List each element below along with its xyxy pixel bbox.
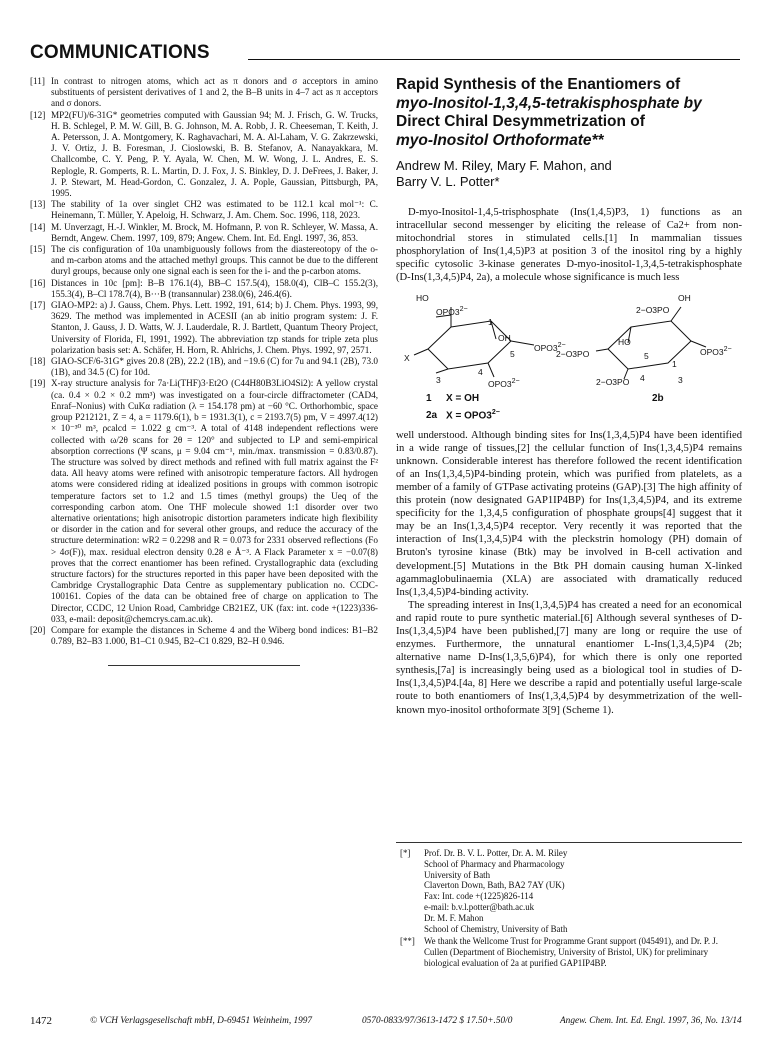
reference-number: [18] (30, 356, 46, 367)
phosphate-label: 2−O3PO (556, 348, 590, 359)
phosphate-label: $OPO3^{2-}$ (534, 340, 566, 353)
reference-text: MP2(FU)/6-31G* geometries computed with Gaussian 94; M. J. Frisch, G. W. Trucks, H. B. Schlegel, P. M. W. Gill, B. G. Johnson, M. A. Robb, J. R. Cheeseman, T. Keith, J. A. Petersson, J. A. Montgomery, K. Raghavachari, M. A. Al-Laham, V. G. Zakrzewski, J. V. Ortiz, J. B. Foresman, J. Cioslowski, B. B. Stefanov, A. Nanayakkara, M. Challcombe, C. Y. Peng, P. Y. Ayala, W. Chen, M. W. Wong, J. L. Andres, E. S. Replogle, R. Gomperts, R. L. Martin, D. J. Fox, J. S. Binkley, D. J. DeFrees, J. Baker, J. J. P. Stewart, M. Head-Gordon, C. Gonzalez, J. A. Pople, Gaussian, Pittsburgh, PA, 1995. (51, 109, 378, 199)
reference-text: GIAO-SCF/6-31G* gives 20.8 (2B), 22.2 (1B), and −19.6 (C) for 7u and 94.1 (2B), 73.0 (1B), and 34.5 (C) for 10d. (51, 356, 378, 378)
reference-number: [11] (30, 76, 45, 86)
reference-item (30, 244, 378, 278)
phosphate-label: 2−O3PO (636, 304, 670, 315)
issn-price-code: 0570-0833/97/3613-1472 $ 17.50+.50/0 (362, 1016, 513, 1026)
affiliation-line: Fax: Int. code +(1225)826-114 (424, 891, 534, 902)
publisher-line: © VCH Verlagsgesellschaft mbH, D-69451 Weinheim, 1997 (90, 1016, 313, 1026)
phosphate-label: $OPO3^{2-}$ (488, 376, 520, 389)
reference-item (30, 199, 378, 221)
hydroxyl-label: OH (498, 332, 511, 343)
affiliation-marker: [*] (400, 848, 411, 858)
affiliation-line: e-mail: b.v.l.potter@bath.ac.uk (424, 901, 535, 912)
reference-text: Distances in 10c [pm]: B–B 176.1(4), BB–C 157.5(4), 158.0(4), ClB–C 155.2(3), 155.3(4), B–Cl 178.7(4), B···B (transannular) 238.0(6), 246.4(6). (51, 277, 378, 299)
affiliation-line: University of Bath (424, 869, 491, 880)
paragraph-binding: well understood. Although binding sites for Ins(1,3,4,5)P4 have been identified in a wide range of tissues,[2] the cellular function of Ins(1,3,4,5)P4 remains unknown. Considerable interest has therefore followed the recent identification of an Ins(1,3,4,5)P4-binding protein, which was purified from platelets, as a member of a family of GTPase activating proteins (GAP).[3] The high affinity of this protein (now designated GAP1IP4BP) for Ins(1,3,4,5)P4, and its extreme specificity for the 1,3,4,5 configuration of phosphate groups[4] suggest that it may be an Ins(1,3,4,5)P4 receptor. Very recently it was reported that the interaction of Ins(1,3,4,5)P4 with the pleckstrin homology (PH) domain of Bruton's tyrosine kinase (Btk) may be involved in B-cell activation and development.[5] Mutations in the Btk PH domain causing human X-linked agammaglobulinaemia (XLA) are associated with dramatically reduced Ins(1,3,4,5)P4-binding activity. (396, 429, 742, 598)
position-number: 3 (678, 374, 683, 385)
reference-number: [20] (30, 624, 46, 635)
references-list (30, 76, 378, 647)
title-line: Direct Chiral Desymmetrization of (396, 113, 645, 130)
position-number: 4 (478, 366, 483, 377)
phosphate-label: $OPO3^{2-}$ (436, 304, 468, 317)
reference-number: [17] (30, 300, 46, 311)
position-number: 1 (672, 358, 677, 369)
reference-text: X-ray structure analysis for 7a·Li(THF)3·Et2O (C44H80B3LiO4Si2): A yellow crystal (ca. 0.4 × 0.2 × 0.2 mm³) was investigated on a four-circle diffractometer (CAD4, Enraf–Nonius) with CuKα radiation (λ = 154.178 pm) at −60 °C. Orthorhombic, space group P212121, Z = 4, a = 1179.6(1), b = 1931.3(1), c = 2193.7(5) pm, V = 4997.4(12) × 10⁻³⁰ m³, ρcalcd = 1.022 g cm⁻³. A total of 4148 independent reflections were collected with ω/2θ scans for 2θ = 120° and subjected to LP and semi-empirical absorption corrections (Ψ scans, μ = 9.04 cm⁻¹, min./max. transmission = 0.83/0.87). The structure was solved by direct methods and refined with full matrix against the F² data. All heavy atoms were refined with anisotropic temperature factors. All hydrogen atoms were considered riding at idealized positions in groups with common isotropic temperature factors set to 1.2 and 1.5 times (methyl groups) the Ueq of the corresponding carbon atom. One THF molecule showed 1:1 disorder over two alternative orientations; high anisotropic distortion parameters indicate high flexibility or disorder in the cation and for several other groups, and reduce the accuracy of the structure determination: wR2 = 0.2298 and R = 0.073 for 2331 observed reflections (Fo > 4σ(F)), max. residual electron density 0.28 e Å⁻³. A Flack Parameter x = −0.07(8) proves that the correct enantiomer has been refined. Crystallographic data (excluding structure factors) for the structures reported in this paper have been deposited with the Cambridge Crystallographic Data Centre as supplementary publication no. CCDC-100161. Copies of the data can be obtained free of charge on application to The Director, CCDC, 12 Union Road, Cambridge CB21EZ, UK (fax: int. code +(1223)336-033, e-mail: deposit@chemcrys.cam.ac.uk). (51, 378, 378, 624)
reference-item (30, 76, 378, 110)
journal-citation: Angew. Chem. Int. Ed. Engl. 1997, 36, No. 13/14 (560, 1016, 742, 1026)
reference-item (30, 625, 378, 647)
affiliation-authors (396, 848, 742, 934)
substituent-x-label: X (404, 352, 410, 363)
title-line: Rapid Synthesis of the Enantiomers of (396, 76, 681, 93)
affiliation-line: School of Chemistry, University of Bath (424, 923, 568, 934)
reference-text: In contrast to nitrogen atoms, which act as π donors and σ acceptors in amino substituents of persistent derivatives of 1 and 2, the B–B units in 4–7 act as π acceptors and σ donors. (51, 76, 378, 109)
affiliation-line: Prof. Dr. B. V. L. Potter, Dr. A. M. Riley (424, 848, 568, 858)
acknowledgement-text: We thank the Wellcome Trust for Programme Grant support (045491), and Dr. P. J. Cullen (Department of Biochemistry, University of Bristol, UK) for preliminary biological evaluation of 2a at purified GAP1IP4BP. (424, 936, 718, 968)
structure-scheme (396, 293, 742, 423)
affiliation-line: School of Pharmacy and Pharmacology (424, 858, 565, 869)
references-end-rule (108, 665, 300, 666)
reference-text: M. Unverzagt, H.-J. Winkler, M. Brock, M. Hofmann, P. von R. Schleyer, W. Massa, A. Berndt, Angew. Chem. 1997, 109, 879; Angew. Chem. Int. Ed. Engl. 1997, 36, 853. (51, 221, 378, 243)
reference-text: The stability of 1a over singlet CH2 was estimated to be 112.1 kcal mol⁻¹: C. Heinemann, T. Müller, Y. Apeloig, H. Schwarz, J. Am. Chem. Soc. 1996, 118, 2023. (51, 199, 378, 221)
affiliation-line: Dr. M. F. Mahon (424, 912, 484, 923)
author-line: Andrew M. Riley, Mary F. Mahon, and (396, 158, 612, 173)
compound-label: 2b (652, 392, 664, 404)
hydroxyl-label: HO (416, 292, 429, 303)
reference-item (30, 110, 378, 200)
article-authors (396, 158, 742, 190)
position-number: 4 (640, 372, 645, 383)
page-number: 1472 (30, 1015, 52, 1027)
reference-number: [16] (30, 277, 46, 288)
hydroxyl-label: HO (618, 336, 631, 347)
hydroxyl-label: OH (678, 292, 691, 303)
phosphate-label: $OPO3^{2-}$ (700, 344, 732, 357)
acknowledgement-marker: [**] (400, 936, 415, 947)
reference-text: GIAO-MP2: a) J. Gauss, Chem. Phys. Lett. 1992, 191, 614; b) J. Chem. Phys. 1993, 99, 3629. The method was implemented in ACESII (an ab initio program system: J. F. Stanton, J. Gauss, J. D. Watts, W. J. Lauderdale, R. J. Bartlett, Quantum Theory Project, University of Florida, Fl, 1991, 1992). The abbreviation tzp stands for triple zeta plus polarization basis set: A. Schäfer, H. Horn, R. Ahlrichs, J. Chem. Phys. 1992, 97, 2571. (51, 300, 378, 355)
reference-item (30, 356, 378, 378)
reference-item (30, 222, 378, 244)
header-rule (248, 59, 740, 60)
phosphate-label: 2−O3PO (596, 376, 630, 387)
reference-text: The cis configuration of 10a unambiguously follows from the diastereotopy of the o- and m-carbon atoms and the attached methyl groups. This cannot be due to the different duryl groups, because only one signal each is seen for the i- and the p-carbon atoms. (51, 244, 378, 277)
title-line: myo-Inositol-1,3,4,5-tetrakisphosphate by (396, 94, 702, 112)
position-number: 3 (436, 374, 441, 385)
affiliation-line: Claverton Down, Bath, BA2 7AY (UK) (424, 880, 565, 891)
position-number: 5 (510, 348, 515, 359)
paragraph-intro: D-myo-Inositol-1,4,5-trisphosphate (Ins(1,4,5)P3, 1) functions as an intracellular second messenger by eliciting the release of Ca2+ from non-mitochondrial stores in stimulated cells.[1] In mammalian tissues phosphorylation of Ins(1,4,5)P3 at position 3 of the inositol ring by a highly specific cytosolic 3-kinase generates D-myo-inositol-1,3,4,5-tetrakisphosphate (D-Ins(1,3,4,5)P4, 2a), a molecule whose significance is much less (396, 207, 742, 284)
page-footer (30, 1014, 742, 1028)
section-header (30, 42, 740, 66)
author-line: Barry V. L. Potter* (396, 174, 500, 189)
position-number: 1 (488, 316, 493, 327)
reference-number: [13] (30, 199, 46, 210)
references-column (30, 76, 378, 666)
compound-label: 2a $X = OPO3^{2-}$ (426, 408, 500, 421)
section-title: COMMUNICATIONS (30, 42, 210, 63)
affiliations-footnote (396, 842, 742, 971)
compound-label: 1 X = OH (426, 392, 480, 404)
reference-item (30, 300, 378, 356)
left-ring-bonds (428, 321, 511, 369)
acknowledgement (396, 936, 742, 968)
reference-number: [14] (30, 221, 46, 232)
reference-number: [12] (30, 109, 46, 120)
article-column (396, 76, 742, 717)
reference-number: [19] (30, 378, 46, 389)
title-line: myo-Inositol Orthoformate** (396, 131, 604, 149)
position-number: 5 (644, 350, 649, 361)
reference-item (30, 378, 378, 624)
article-title (396, 76, 742, 150)
reference-item (30, 278, 378, 300)
paragraph-synthesis: The spreading interest in Ins(1,3,4,5)P4 has created a need for an economical and rapid route to pure synthetic material.[6] Although several syntheses of D-Ins(1,3,4,5)P4 have been published,[7] many are long or require the use of enzymes. Furthermore, the unnatural enantiomer L-Ins(1,3,4,5)P4 (2b; alternative name D-Ins(1,3,5,6)P4), for which there is only one reported synthesis,[7a] is increasingly being used as a biological tool in studies of D-Ins(1,3,4,5)P4.[4a, 8] Here we describe a rapid and potentially useful large-scale route to both enantiomers of Ins(1,3,4,5)P4 by desymmetrization of the well-known myo-inositol orthoformate 3[9] (Scheme 1). (396, 599, 742, 716)
reference-number: [15] (30, 244, 46, 255)
reference-text: Compare for example the distances in Scheme 4 and the Wiberg bond indices: B1–B2 0.789, B2–B3 1.000, B1–C1 0.945, B2–C1 0.829, B2–H 0.946. (51, 624, 378, 647)
